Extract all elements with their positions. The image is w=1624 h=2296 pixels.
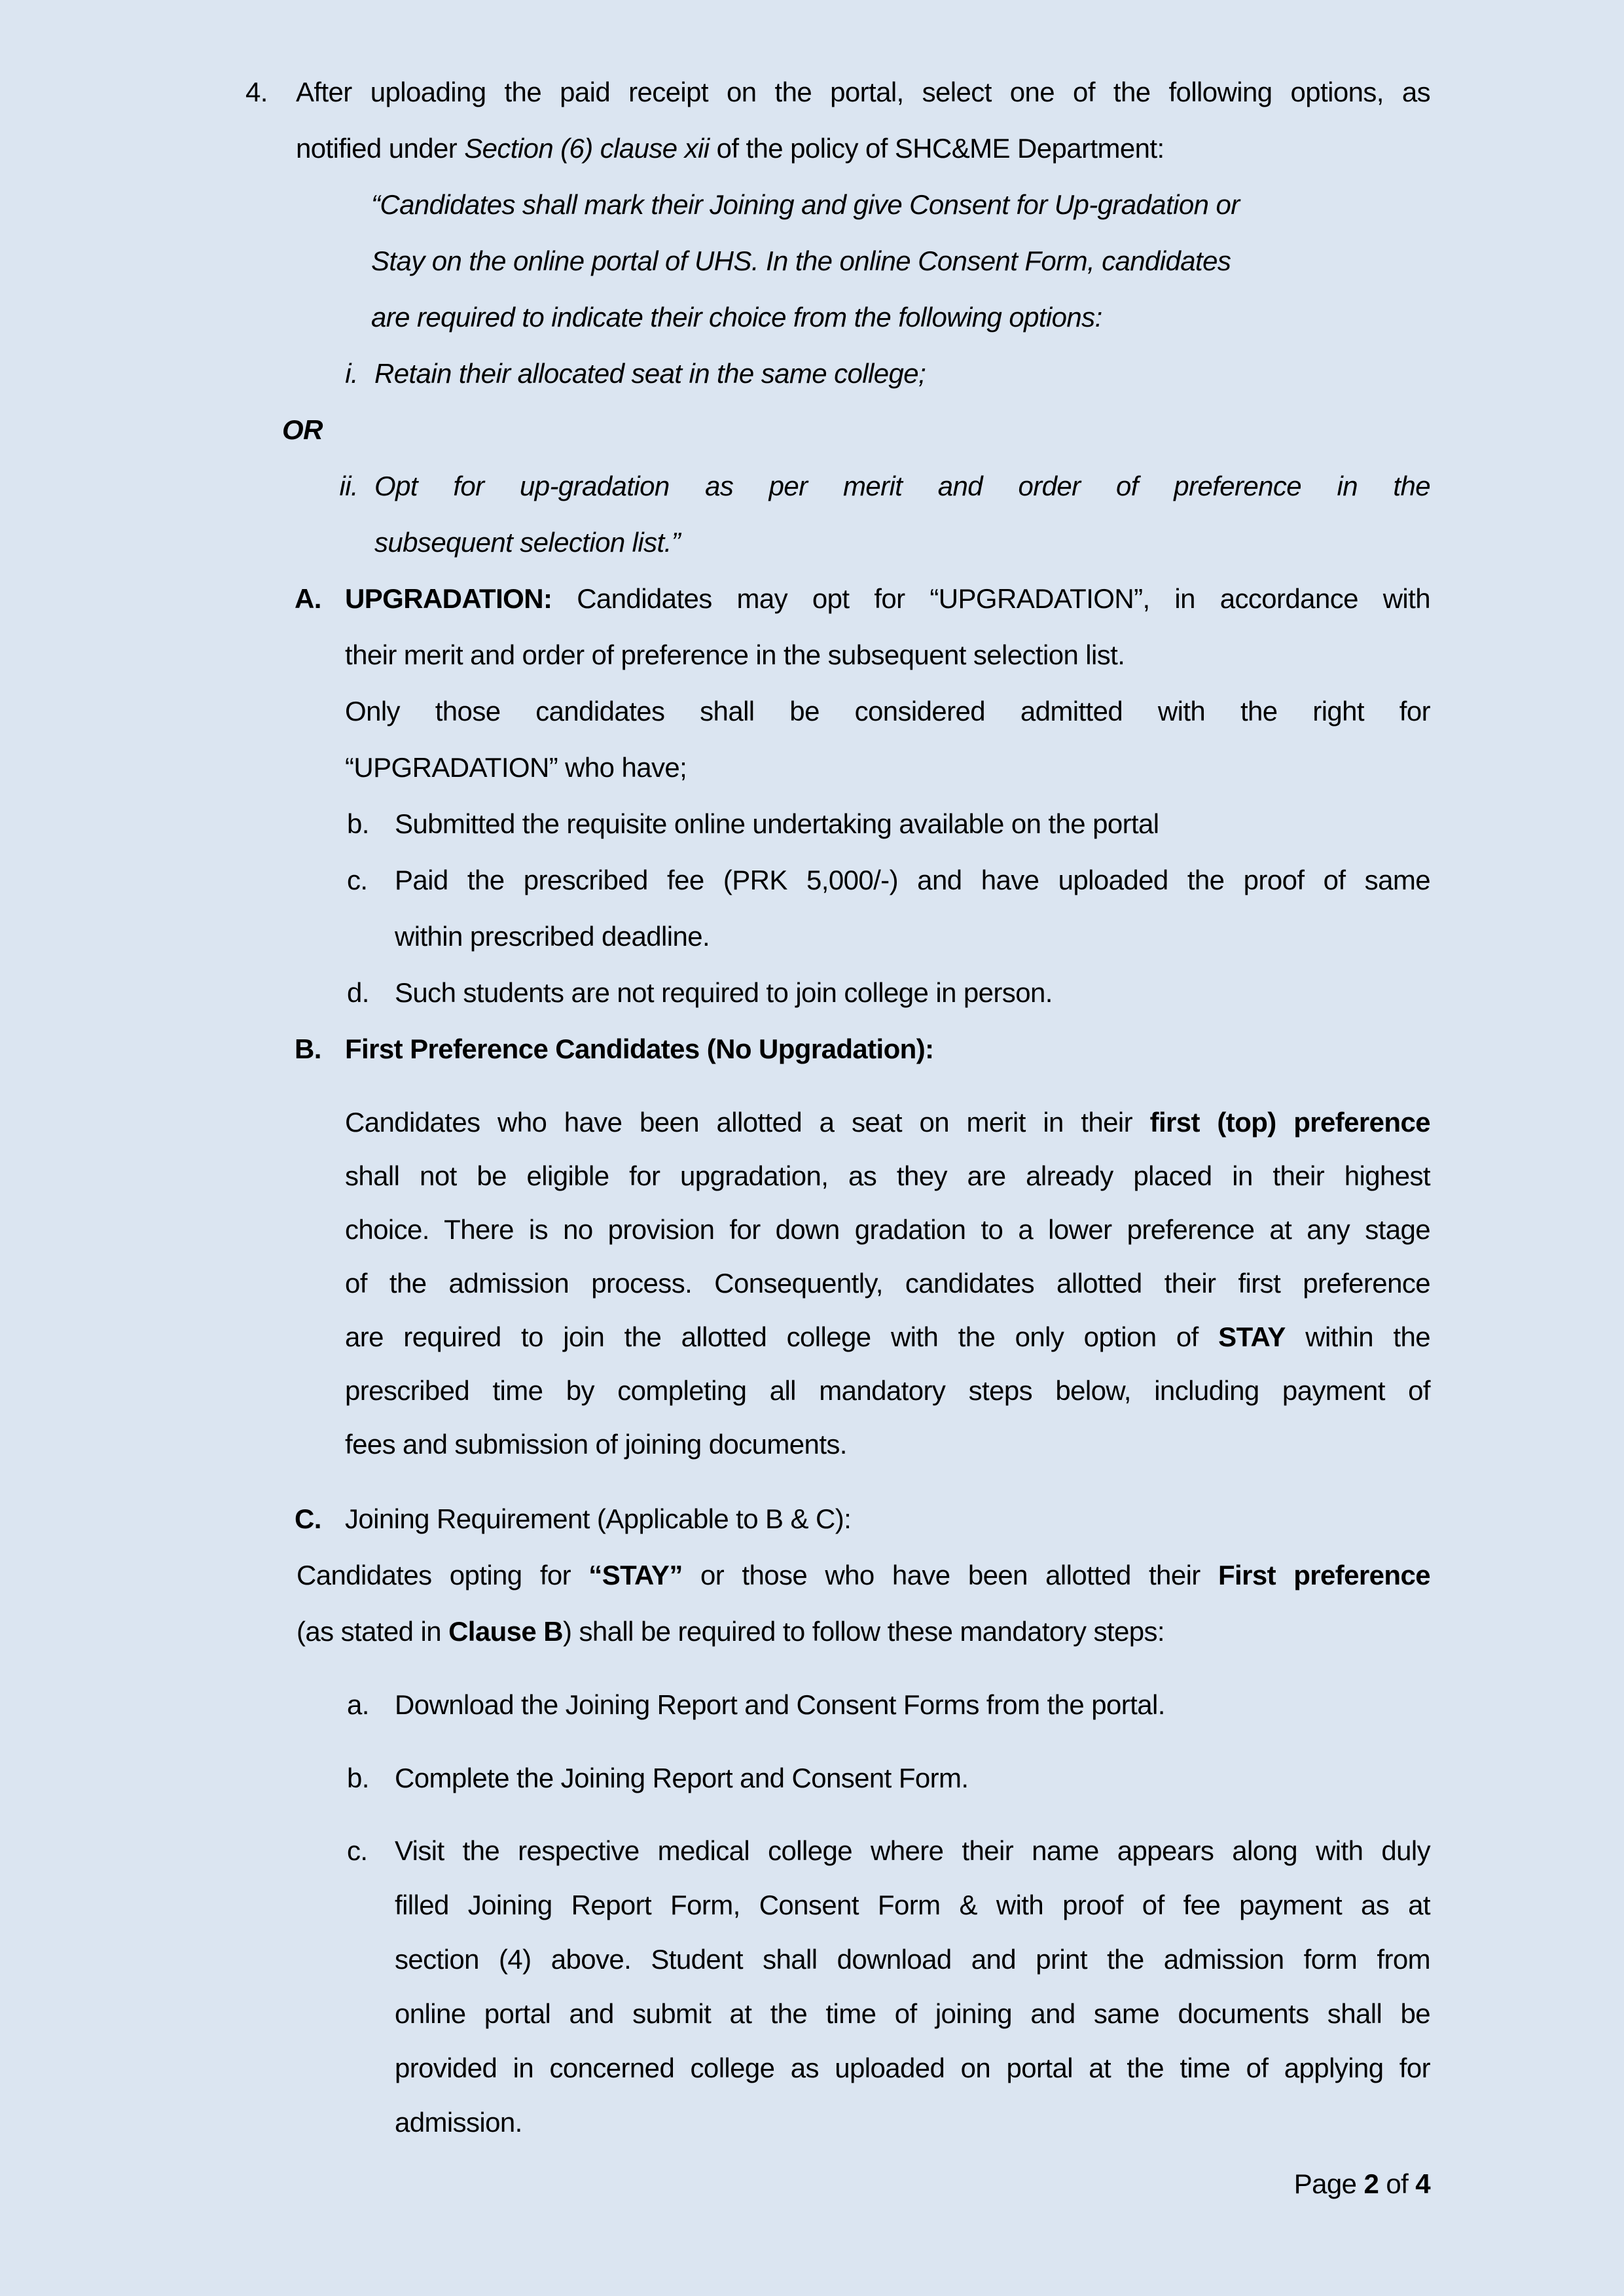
option-i-marker: i. (345, 358, 358, 389)
numbered-item-4 (245, 64, 1430, 177)
step-b-text (395, 1750, 1430, 1806)
text-line: Only those candidates shall be considered admitted with the right for (345, 696, 1430, 726)
policy-quote (371, 177, 1430, 346)
item-A-marker: A. (295, 583, 321, 614)
page-number-footer (245, 2156, 1430, 2212)
text-line: Paid the prescribed fee (PRK 5,000/-) and have uploaded the proof of same (395, 865, 1430, 895)
text-line: UPGRADATION: Candidates may opt for “UPGRADATION”, in accordance with (345, 583, 1430, 614)
text-line: provided in concerned college as uploaded on portal at the time of applying for (395, 2053, 1430, 2083)
option-ii-text (374, 458, 1430, 571)
step-c (347, 1823, 1430, 2149)
text-line: are required to join the allotted college with the only option of STAY within the (345, 1321, 1430, 1352)
text-line: “UPGRADATION” who have; (345, 752, 687, 783)
item-C-heading (295, 1491, 1430, 1547)
item-C-text (345, 1491, 1430, 1547)
sub-item-d-text (395, 965, 1430, 1021)
text-line: shall not be eligible for upgradation, as they are already placed in their highest (345, 1160, 1430, 1191)
step-a (347, 1677, 1430, 1733)
text-line: choice. There is no provision for down gradation to a lower preference at any stage (345, 1214, 1430, 1245)
text-line: admission. (395, 2107, 522, 2138)
text-line: their merit and order of preference in the subsequent selection list. (345, 639, 1125, 670)
sub-item-b-text (395, 796, 1430, 852)
text-line: OR (282, 414, 323, 445)
item-A-upgradation (295, 571, 1430, 683)
item-B-marker: B. (295, 1033, 321, 1064)
text-line: (as stated in Clause B) shall be required to follow these mandatory steps: (297, 1616, 1164, 1647)
step-a-text (395, 1677, 1430, 1733)
text-line: Such students are not required to join college in person. (395, 977, 1053, 1008)
text-line: Opt for up-gradation as per merit and order of preference in the (374, 471, 1430, 501)
text-line: Download the Joining Report and Consent Forms from the portal. (395, 1689, 1165, 1720)
option-i (317, 346, 1430, 402)
text-line: “Candidates shall mark their Joining and give Consent for Up-gradation or (371, 189, 1240, 220)
item-4-text (296, 64, 1430, 177)
document-content (245, 64, 1430, 2212)
text-line: First Preference Candidates (No Upgradation): (345, 1033, 934, 1064)
step-b (347, 1750, 1430, 1806)
option-ii-marker: ii. (339, 471, 358, 501)
item-A-paragraph-2 (345, 683, 1430, 796)
text-line: Visit the respective medical college where their name appears along with duly (395, 1835, 1430, 1866)
text-line: are required to indicate their choice from the following options: (371, 302, 1102, 332)
text-line: section (4) above. Student shall download and print the admission form from (395, 1944, 1430, 1975)
text-line: Joining Requirement (Applicable to B & C): (345, 1503, 852, 1534)
step-c-text (395, 1823, 1430, 2149)
text-line: After uploading the paid receipt on the portal, select one of the following options, as (296, 77, 1430, 107)
text-line: fees and submission of joining documents. (345, 1429, 847, 1460)
or-separator (245, 402, 1430, 458)
item-A-text (345, 571, 1430, 683)
text-line: Candidates opting for “STAY” or those who have been allotted their First preference (297, 1560, 1430, 1590)
sub-item-c-marker: c. (347, 865, 368, 895)
option-i-text (374, 346, 1430, 402)
step-c-marker: c. (347, 1835, 368, 1866)
text-line: notified under Section (6) clause xii of the policy of SHC&ME Department: (296, 133, 1164, 164)
text-line: prescribed time by completing all mandatory steps below, including payment of (345, 1375, 1430, 1406)
text-line: within prescribed deadline. (395, 921, 710, 952)
item-4-marker: 4. (245, 77, 268, 107)
item-C-paragraph (297, 1547, 1430, 1660)
text-line: Complete the Joining Report and Consent Form. (395, 1763, 969, 1793)
text-line: Page 2 of 4 (1293, 2168, 1430, 2199)
text-line: filled Joining Report Form, Consent Form & with proof of fee payment as at (395, 1890, 1430, 1920)
sub-item-c-text (395, 852, 1430, 965)
item-C-marker: C. (295, 1503, 321, 1534)
step-a-marker: a. (347, 1689, 369, 1720)
text-line: Retain their allocated seat in the same college; (374, 358, 926, 389)
sub-item-b-marker: b. (347, 808, 369, 839)
sub-item-c (347, 852, 1430, 965)
item-B-paragraph (345, 1096, 1430, 1471)
sub-item-d-marker: d. (347, 977, 369, 1008)
text-line: Candidates who have been allotted a seat on merit in their first (top) preference (345, 1107, 1430, 1138)
text-line: Submitted the requisite online undertaking available on the portal (395, 808, 1159, 839)
item-B-text (345, 1021, 1430, 1077)
sub-item-d (347, 965, 1430, 1021)
sub-item-b (347, 796, 1430, 852)
option-ii (317, 458, 1430, 571)
text-line: online portal and submit at the time of joining and same documents shall be (395, 1998, 1430, 2029)
text-line: Stay on the online portal of UHS. In the online Consent Form, candidates (371, 245, 1231, 276)
step-b-marker: b. (347, 1763, 369, 1793)
text-line: subsequent selection list.” (374, 527, 681, 558)
item-B-heading (295, 1021, 1430, 1077)
text-line: of the admission process. Consequently, candidates allotted their first preference (345, 1268, 1430, 1299)
